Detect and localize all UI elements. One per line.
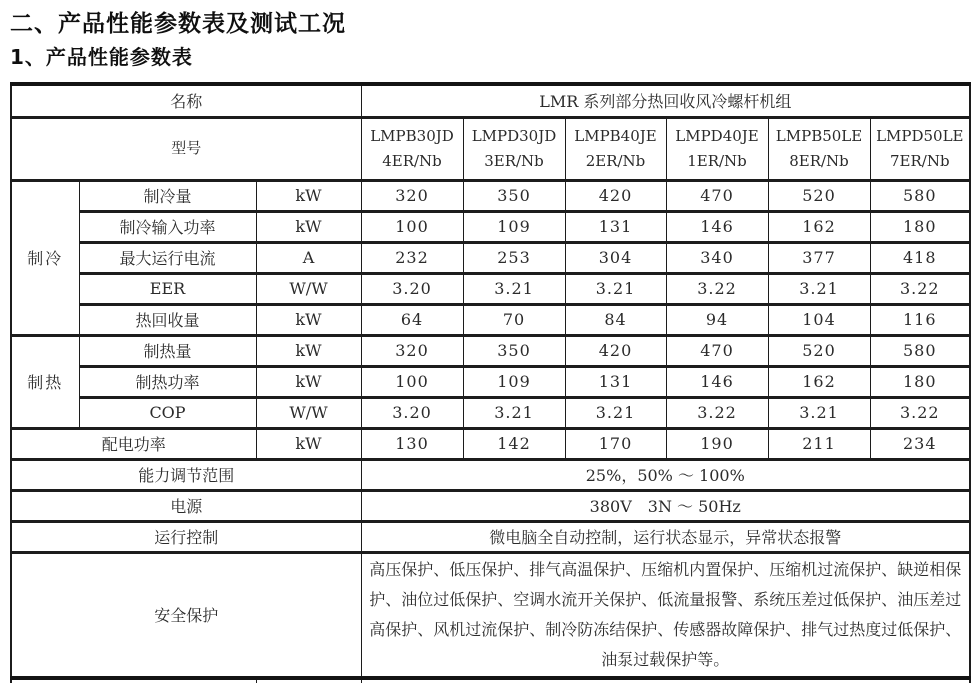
value-cell: 100: [361, 211, 463, 242]
table-row-param: [11, 180, 970, 211]
value-cell: 470: [666, 335, 768, 366]
subsection-title: 1、产品性能参数表: [10, 44, 193, 69]
value-cell: 418: [870, 242, 970, 273]
value-cell: 3.20: [361, 397, 463, 428]
model-label-cell: 型号: [11, 117, 361, 180]
table-row-param: [11, 335, 970, 366]
model-suffix: 1ER/Nb: [687, 151, 747, 170]
param-label-cell: 最大运行电流: [79, 242, 256, 273]
value-cell: 232: [361, 242, 463, 273]
table-row-capacity-range: [11, 459, 970, 490]
value-cell: 100: [361, 366, 463, 397]
model-suffix: 2ER/Nb: [585, 151, 646, 170]
value-cell: 104: [768, 304, 870, 335]
value-cell: 350: [463, 335, 565, 366]
model-code: LMPD30JD: [471, 126, 557, 145]
param-label-cell: 制热量: [79, 335, 256, 366]
table-row-partial: [11, 678, 970, 683]
table-row-name: [11, 84, 970, 118]
row-label-cell: 电源: [11, 490, 361, 521]
value-cell: 580: [870, 335, 970, 366]
table-row-param: [11, 242, 970, 273]
value-cell: 377: [768, 242, 870, 273]
value-cell: 3.21: [463, 273, 565, 304]
value-cell: 580: [870, 180, 970, 211]
value-cell: 109: [463, 366, 565, 397]
value-cell: 253: [463, 242, 565, 273]
table-row-param: [11, 366, 970, 397]
value-cell: 3.22: [666, 273, 768, 304]
value-cell: 520: [768, 180, 870, 211]
param-label-cell: 制热功率: [79, 366, 256, 397]
param-label-cell: COP: [79, 397, 256, 428]
value-cell: 131: [565, 366, 666, 397]
partial-cell: [11, 678, 256, 683]
unit-cell: kW: [256, 180, 361, 211]
unit-cell: kW: [256, 428, 361, 459]
value-cell: 304: [565, 242, 666, 273]
row-label-cell: 安全保护: [11, 552, 361, 678]
model-suffix: 3ER/Nb: [484, 151, 544, 170]
value-cell: 109: [463, 211, 565, 242]
table-row-param: [11, 273, 970, 304]
group-heating-cell: 制热: [11, 335, 79, 428]
table-row-model: [11, 117, 970, 180]
model-code: LMPD50LE: [876, 126, 964, 145]
table-row-param: [11, 397, 970, 428]
model-suffix: 7ER/Nb: [889, 151, 950, 170]
model-suffix: 8ER/Nb: [789, 151, 849, 170]
value-cell: 70: [463, 304, 565, 335]
row-value-cell: 高压保护、低压保护、排气高温保护、压缩机内置保护、压缩机过流保护、缺逆相保护、油位过低保护、空调水流开关保护、低流量报警、系统压差过低保护、油压差过高保护、风机过流保护、制冷防冻结保护、传感器故障保护、排气过热度过低保护、油泵过载保护等。: [361, 552, 970, 678]
row-label-cell: 运行控制: [11, 521, 361, 552]
partial-cell: [361, 678, 970, 683]
value-cell: 3.21: [565, 273, 666, 304]
value-cell: 420: [565, 335, 666, 366]
unit-cell: A: [256, 242, 361, 273]
value-cell: 162: [768, 211, 870, 242]
model-cell: [870, 117, 970, 180]
param-label-cell: 热回收量: [79, 304, 256, 335]
value-cell: 190: [666, 428, 768, 459]
value-cell: 3.22: [666, 397, 768, 428]
value-cell: 131: [565, 211, 666, 242]
model-code: LMPD40JE: [675, 126, 759, 145]
unit-cell: W/W: [256, 273, 361, 304]
value-cell: 146: [666, 366, 768, 397]
row-value-cell: 380V 3N ～ 50Hz: [361, 490, 970, 521]
value-cell: 3.21: [768, 273, 870, 304]
table-row-param: [11, 304, 970, 335]
section-title: 二、产品性能参数表及测试工况: [10, 11, 346, 37]
value-cell: 320: [361, 335, 463, 366]
value-cell: 146: [666, 211, 768, 242]
row-label-cell: 能力调节范围: [11, 459, 361, 490]
value-cell: 64: [361, 304, 463, 335]
value-cell: 3.21: [463, 397, 565, 428]
model-cell: [565, 117, 666, 180]
table-row-operation-control: [11, 521, 970, 552]
model-code: LMPB50LE: [775, 126, 863, 145]
model-cell: [768, 117, 870, 180]
model-cell: [666, 117, 768, 180]
value-cell: 3.22: [870, 273, 970, 304]
param-label-cell: 制冷量: [79, 180, 256, 211]
unit-cell: W/W: [256, 397, 361, 428]
model-cell: [361, 117, 463, 180]
unit-cell: kW: [256, 304, 361, 335]
group-cooling-cell: 制冷: [11, 180, 79, 335]
value-cell: 116: [870, 304, 970, 335]
value-cell: 94: [666, 304, 768, 335]
value-cell: 3.21: [565, 397, 666, 428]
model-cell: [463, 117, 565, 180]
model-code: LMPB40JE: [574, 126, 657, 145]
table-row-power-supply: [11, 490, 970, 521]
unit-cell: kW: [256, 335, 361, 366]
value-cell: 211: [768, 428, 870, 459]
model-suffix: 4ER/Nb: [382, 151, 442, 170]
value-cell: 170: [565, 428, 666, 459]
row-value-cell: 微电脑全自动控制，运行状态显示，异常状态报警: [361, 521, 970, 552]
name-value-cell: LMR 系列部分热回收风冷螺杆机组: [361, 84, 970, 118]
value-cell: 130: [361, 428, 463, 459]
value-cell: 84: [565, 304, 666, 335]
value-cell: 3.20: [361, 273, 463, 304]
name-label-cell: 名称: [11, 84, 361, 118]
param-label-cell: 制冷输入功率: [79, 211, 256, 242]
param-label-cell: 配电功率: [11, 428, 256, 459]
value-cell: 470: [666, 180, 768, 211]
table-row-power: [11, 428, 970, 459]
table-row-param: [11, 211, 970, 242]
value-cell: 180: [870, 211, 970, 242]
table-row-safety-protection: [11, 552, 970, 678]
value-cell: 142: [463, 428, 565, 459]
value-cell: 234: [870, 428, 970, 459]
value-cell: 162: [768, 366, 870, 397]
model-code: LMPB30JD: [370, 126, 454, 145]
param-label-cell: EER: [79, 273, 256, 304]
value-cell: 320: [361, 180, 463, 211]
value-cell: 340: [666, 242, 768, 273]
value-cell: 3.22: [870, 397, 970, 428]
unit-cell: kW: [256, 366, 361, 397]
spec-table: [10, 82, 971, 683]
unit-cell: kW: [256, 211, 361, 242]
value-cell: 3.21: [768, 397, 870, 428]
value-cell: 180: [870, 366, 970, 397]
value-cell: 520: [768, 335, 870, 366]
row-value-cell: 25%，50% ～ 100%: [361, 459, 970, 490]
partial-cell: [256, 678, 361, 683]
value-cell: 420: [565, 180, 666, 211]
value-cell: 350: [463, 180, 565, 211]
